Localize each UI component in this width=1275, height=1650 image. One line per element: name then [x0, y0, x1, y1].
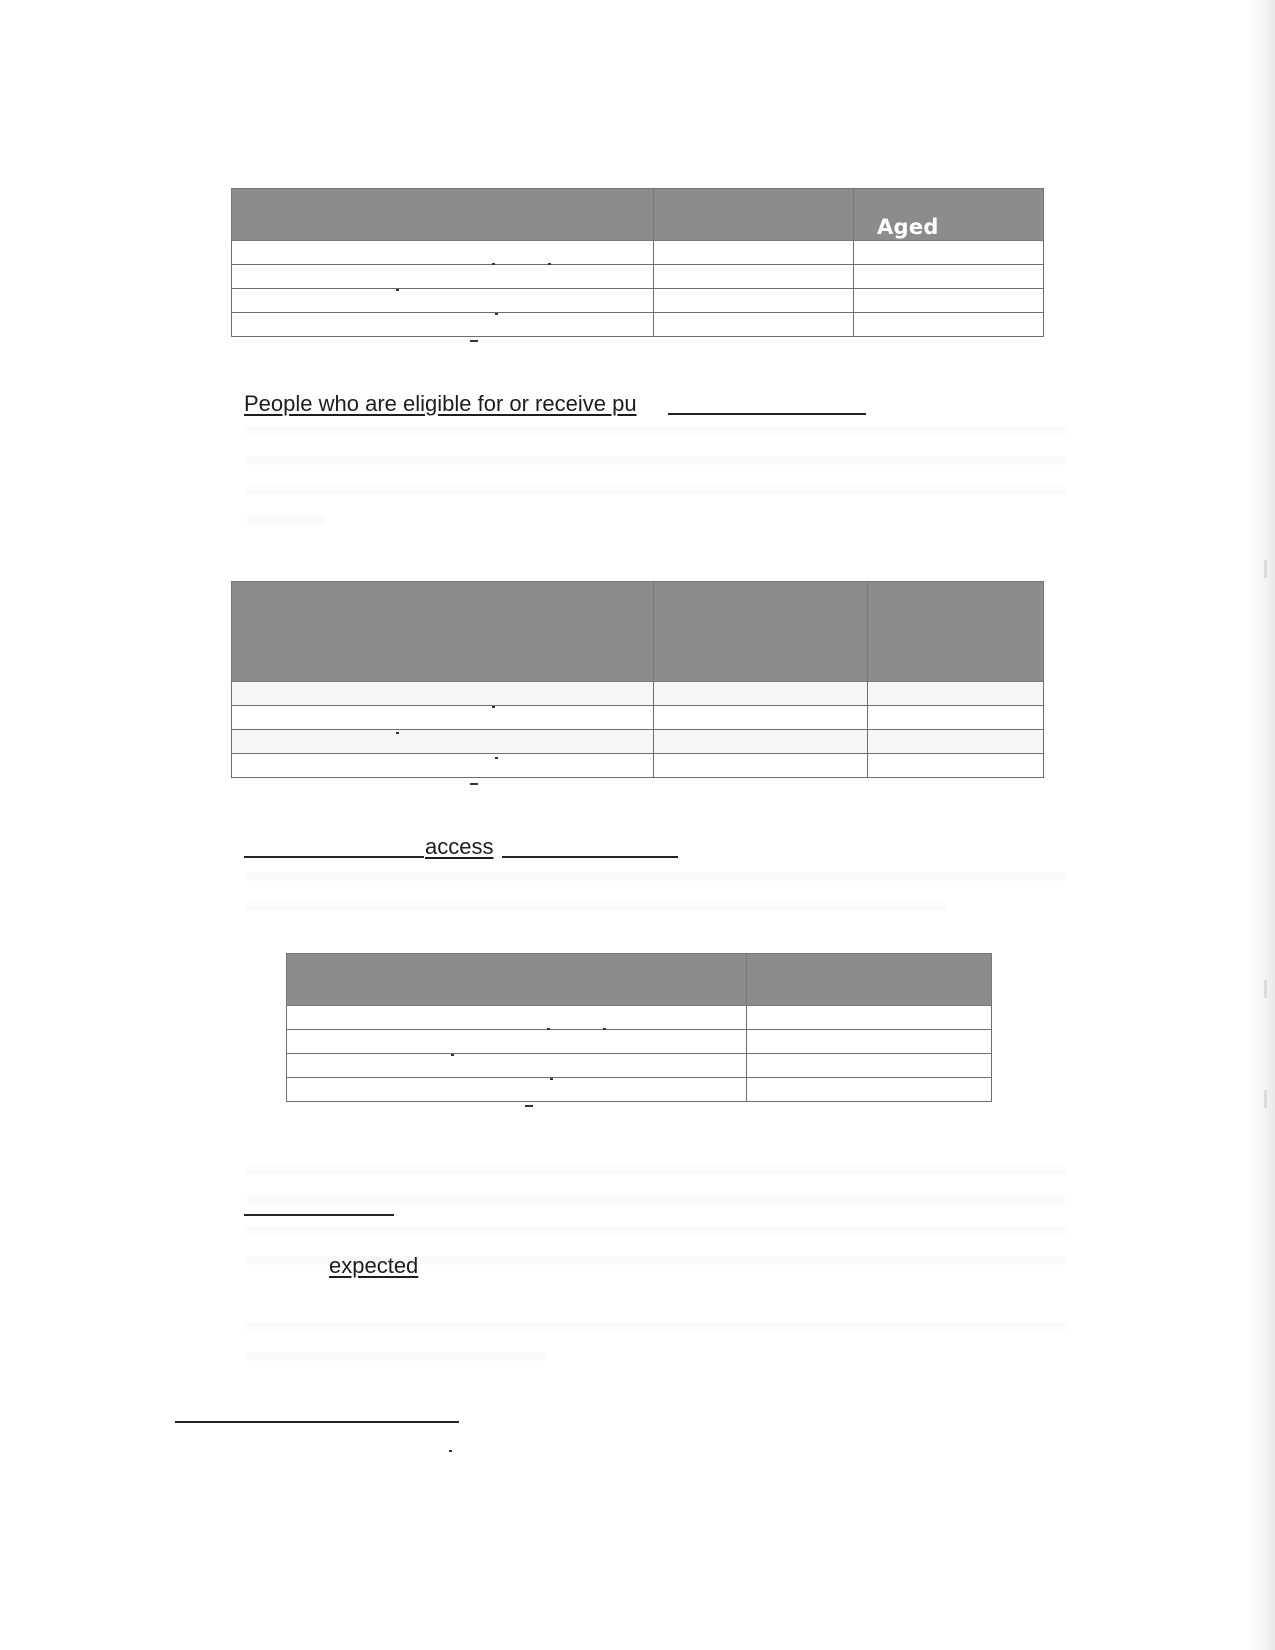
scan-mark	[548, 263, 551, 265]
header-cell	[232, 582, 654, 682]
table-row	[232, 289, 1044, 313]
service-area-table-1	[231, 188, 1044, 337]
scan-mark	[495, 757, 498, 759]
page-right-edge	[1249, 0, 1275, 1650]
scan-mark	[525, 1105, 533, 1107]
table-header-row	[287, 954, 992, 1006]
faint-paragraph	[246, 872, 1066, 932]
scan-mark	[449, 1450, 452, 1452]
scan-mark	[470, 783, 478, 785]
faint-paragraph	[246, 426, 1066, 546]
scan-artifact	[1264, 980, 1267, 998]
table-row	[232, 241, 1044, 265]
scan-artifact	[1264, 1090, 1267, 1108]
table-row	[287, 1054, 992, 1078]
header-cell	[747, 954, 992, 1006]
aged-header-label: Aged	[877, 215, 939, 239]
scan-mark	[495, 313, 498, 315]
table-row	[232, 313, 1044, 337]
header-cell	[654, 189, 854, 241]
section-heading: People who are eligible for or receive pu	[244, 391, 637, 416]
scan-mark	[451, 1054, 454, 1056]
table-row	[287, 1006, 992, 1030]
faint-paragraph	[246, 1322, 1066, 1382]
table-header-row	[232, 582, 1044, 682]
header-cell	[654, 582, 868, 682]
expected-label: expected	[329, 1253, 419, 1278]
header-cell	[232, 189, 654, 241]
table-row	[232, 265, 1044, 289]
scan-artifact	[1264, 560, 1267, 578]
scan-mark	[492, 706, 495, 708]
header-cell	[868, 582, 1044, 682]
scan-mark	[470, 340, 478, 342]
scan-mark	[603, 1028, 606, 1030]
heading-underline-rule	[244, 856, 424, 858]
scan-mark	[547, 1028, 550, 1030]
scan-mark	[550, 1078, 553, 1080]
scan-mark	[492, 263, 495, 265]
service-area-table-2	[231, 581, 1044, 778]
scan-mark	[396, 732, 399, 734]
footnote-separator	[175, 1421, 459, 1423]
access-heading: access	[425, 834, 494, 859]
table-row	[232, 682, 1044, 706]
table-row	[287, 1030, 992, 1054]
table-row	[232, 706, 1044, 730]
header-cell	[287, 954, 747, 1006]
table-row	[287, 1078, 992, 1102]
table-row	[232, 754, 1044, 778]
heading-underline-rule	[244, 1214, 394, 1216]
heading-underline-rule	[668, 413, 866, 415]
table-row	[232, 730, 1044, 754]
heading-underline-rule	[502, 856, 678, 858]
scan-mark	[396, 289, 399, 291]
service-area-table-3	[286, 953, 992, 1102]
